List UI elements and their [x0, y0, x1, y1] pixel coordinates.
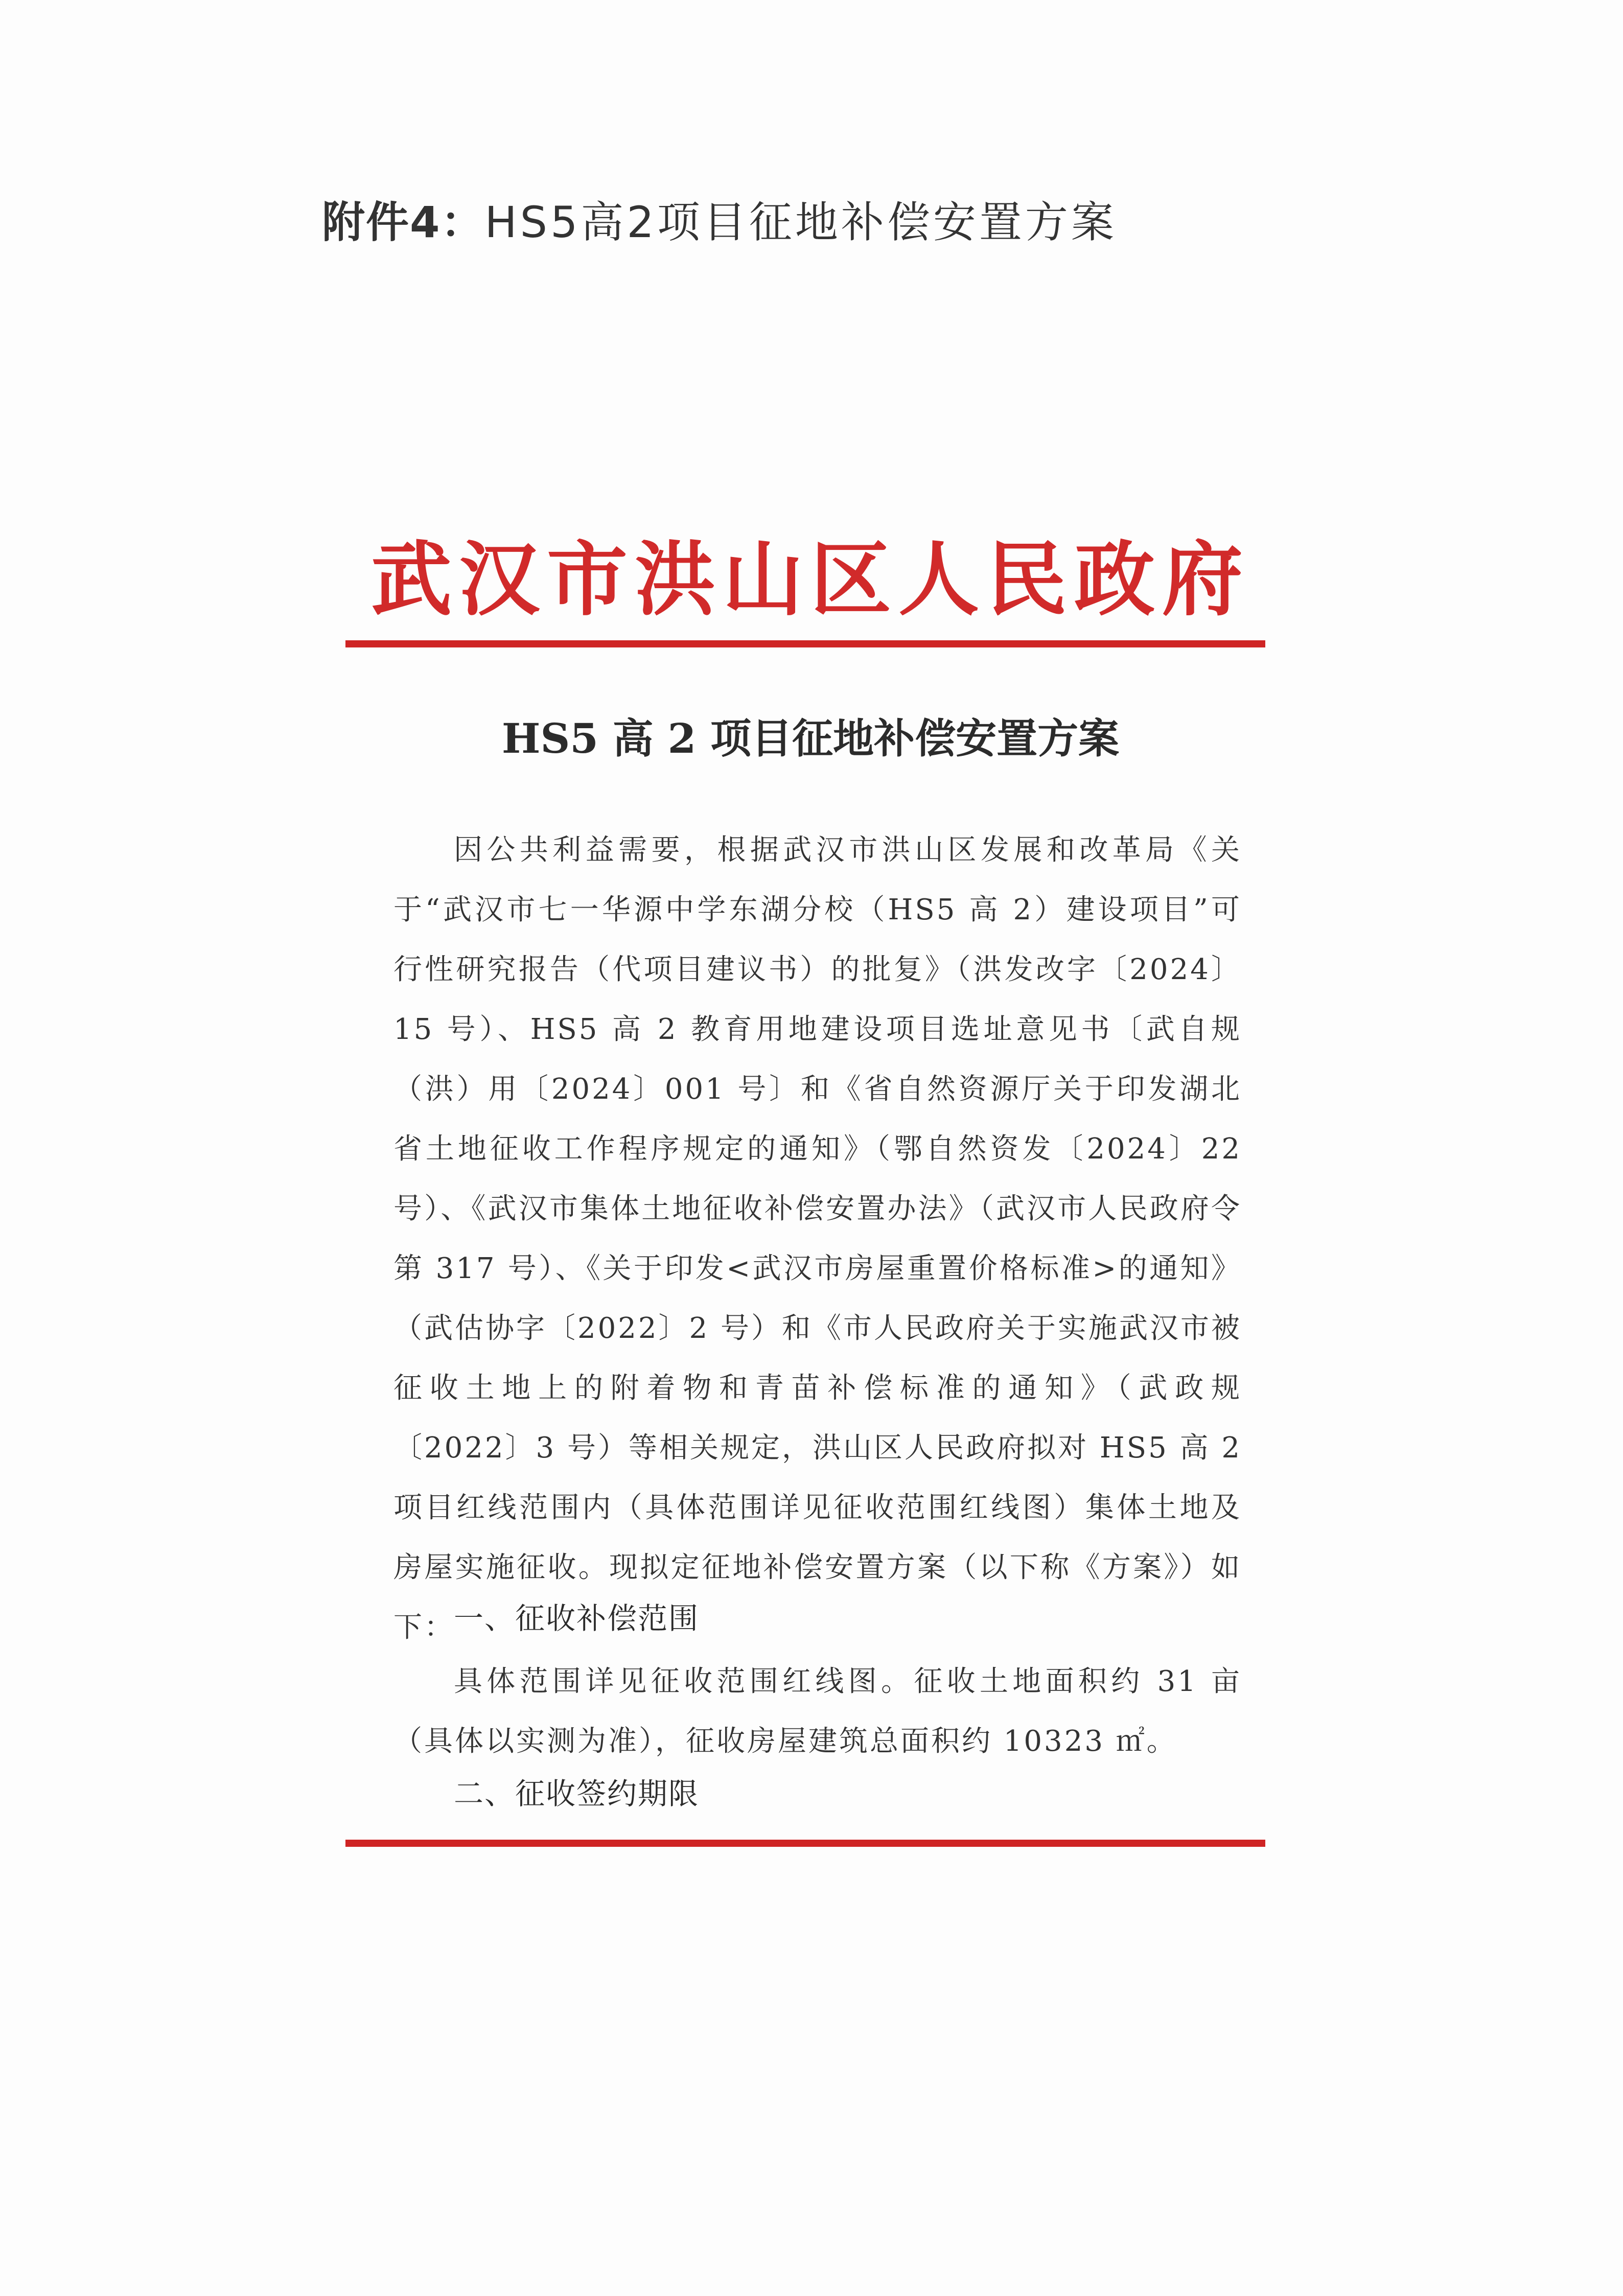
intro-paragraph: 因公共利益需要，根据武汉市洪山区发展和改革局《关于“武汉市七一华源中学东湖分校（HS5 高 2）建设项目”可行性研究报告（代项目建议书）的批复》（洪发改字〔2024〕15 号）、HS5 高 2 教育用地建设项目选址意见书〔武自规（洪）用〔2024〕001 号〕和《省自然资源厅关于印发湖北省土地征收工作程序规定的通知》（鄂自然资发〔2024〕22 号）、《武汉市集体土地征收补偿安置办法》（武汉市人民政府令第 317 号）、《关于印发<武汉市房屋重置价格标准>的通知》（武估协字〔2022〕2 号）和《市人民政府关于实施武汉市被征收土地上的附着物和青苗补偿标准的通知》（武政规〔2022〕3 号）等相关规定，洪山区人民政府拟对 HS5 高 2 项目红线范围内（具体范围详见征收范围红线图）集体土地及房屋实施征收。现拟定征地补偿安置方案（以下称《方案》）如下：: [393, 833, 1242, 1644]
section-heading-deadline: 二、征收签约期限: [454, 1776, 700, 1811]
document-title: HS5 高 2 项目征地补偿安置方案: [501, 714, 1120, 762]
attachment-title: HS5高2项目征地补偿安置方案: [484, 197, 1117, 247]
letterhead-issuer: 武汉市洪山区人民政府: [371, 532, 1250, 627]
section-body-scope: 具体范围详见征收范围红线图。征收土地面积约 31 亩（具体以实测为准），征收房屋建筑总面积约 10323 ㎡。: [393, 1665, 1242, 1758]
letterhead-top-rule: [345, 640, 1265, 647]
attachment-label: [322, 192, 1117, 253]
attachment-prefix: 附件4：: [322, 197, 485, 247]
letterhead-bottom-rule: [345, 1840, 1265, 1847]
section-heading-scope: 一、征收补偿范围: [454, 1601, 700, 1636]
